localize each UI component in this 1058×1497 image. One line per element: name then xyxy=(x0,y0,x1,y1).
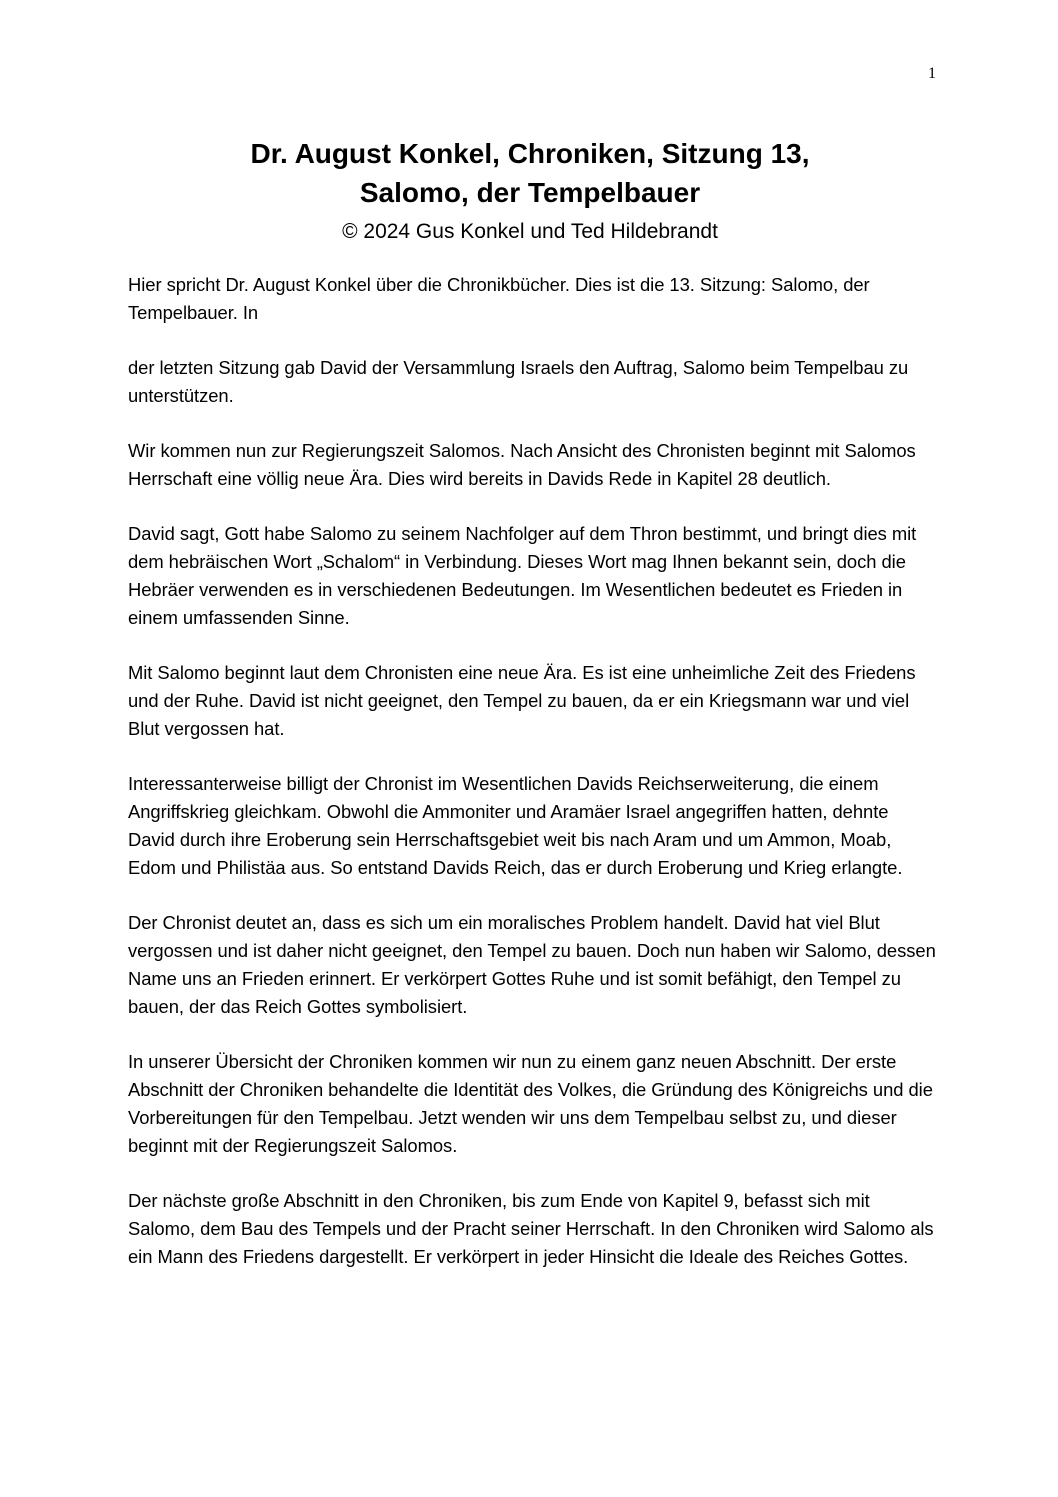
paragraph: Mit Salomo beginnt laut dem Chronisten eine neue Ära. Es ist eine unheimliche Zeit des Friedens und der Ruhe. David ist nicht geeignet, den Tempel zu bauen, da er ein Kriegsmann war und viel Blut vergossen hat. xyxy=(128,662,916,739)
title-line-2: Salomo, der Tempelbauer xyxy=(359,177,701,208)
document-body xyxy=(128,271,936,1298)
paragraph: David sagt, Gott habe Salomo zu seinem Nachfolger auf dem Thron bestimmt, und bringt dies mit dem hebräischen Wort „Schalom“ in Verbindung. Dieses Wort mag Ihnen bekannt sein, doch die Hebräer verwenden es in verschiedenen Bedeutungen. Im Wesentlichen bedeutet es Frieden in einem umfassenden Sinne. xyxy=(128,523,917,628)
paragraph: Wir kommen nun zur Regierungszeit Salomos. Nach Ansicht des Chronisten beginnt mit Salomos Herrschaft eine völlig neue Ära. Dies wird bereits in Davids Rede in Kapitel 28 deutlich. xyxy=(128,440,916,489)
document-title xyxy=(100,134,960,212)
paragraph: Der Chronist deutet an, dass es sich um ein moralisches Problem handelt. David hat viel Blut vergossen und ist daher nicht geeignet, den Tempel zu bauen. Doch nun haben wir Salomo, dessen Name uns an Frieden erinnert. Er verkörpert Gottes Ruhe und ist somit befähigt, den Tempel zu bauen, der das Reich Gottes symbolisiert. xyxy=(128,912,936,1017)
page-number: 1 xyxy=(928,65,936,82)
paragraph: Der nächste große Abschnitt in den Chroniken, bis zum Ende von Kapitel 9, befasst sich mit Salomo, dem Bau des Tempels und der Pracht seiner Herrschaft. In den Chroniken wird Salomo als ein Mann des Friedens dargestellt. Er verkörpert in jeder Hinsicht die Ideale des Reiches Gottes. xyxy=(128,1190,934,1267)
paragraph: der letzten Sitzung gab David der Versammlung Israels den Auftrag, Salomo beim Tempelbau zu unterstützen. xyxy=(128,357,909,406)
paragraph: In unserer Übersicht der Chroniken kommen wir nun zu einem ganz neuen Abschnitt. Der erste Abschnitt der Chroniken behandelte die Identität des Volkes, die Gründung des Königreichs und die Vorbereitungen für den Tempelbau. Jetzt wenden wir uns dem Tempelbau selbst zu, und dieser beginnt mit der Regierungszeit Salomos. xyxy=(128,1051,933,1156)
copyright-line: © 2024 Gus Konkel und Ted Hildebrandt xyxy=(342,220,718,243)
paragraph: Hier spricht Dr. August Konkel über die Chronikbücher. Dies ist die 13. Sitzung: Salomo, der Tempelbauer. In xyxy=(128,274,870,323)
paragraph: Interessanterweise billigt der Chronist im Wesentlichen Davids Reichserweiterung, die einem Angriffskrieg gleichkam. Obwohl die Ammoniter und Aramäer Israel angegriffen hatten, dehnte David durch ihre Eroberung sein Herrschaftsgebiet weit bis nach Aram und um Ammon, Moab, Edom und Philistäa aus. So entstand Davids Reich, das er durch Eroberung und Krieg erlangte. xyxy=(128,773,903,878)
title-line-1: Dr. August Konkel, Chroniken, Sitzung 13, xyxy=(250,138,810,169)
